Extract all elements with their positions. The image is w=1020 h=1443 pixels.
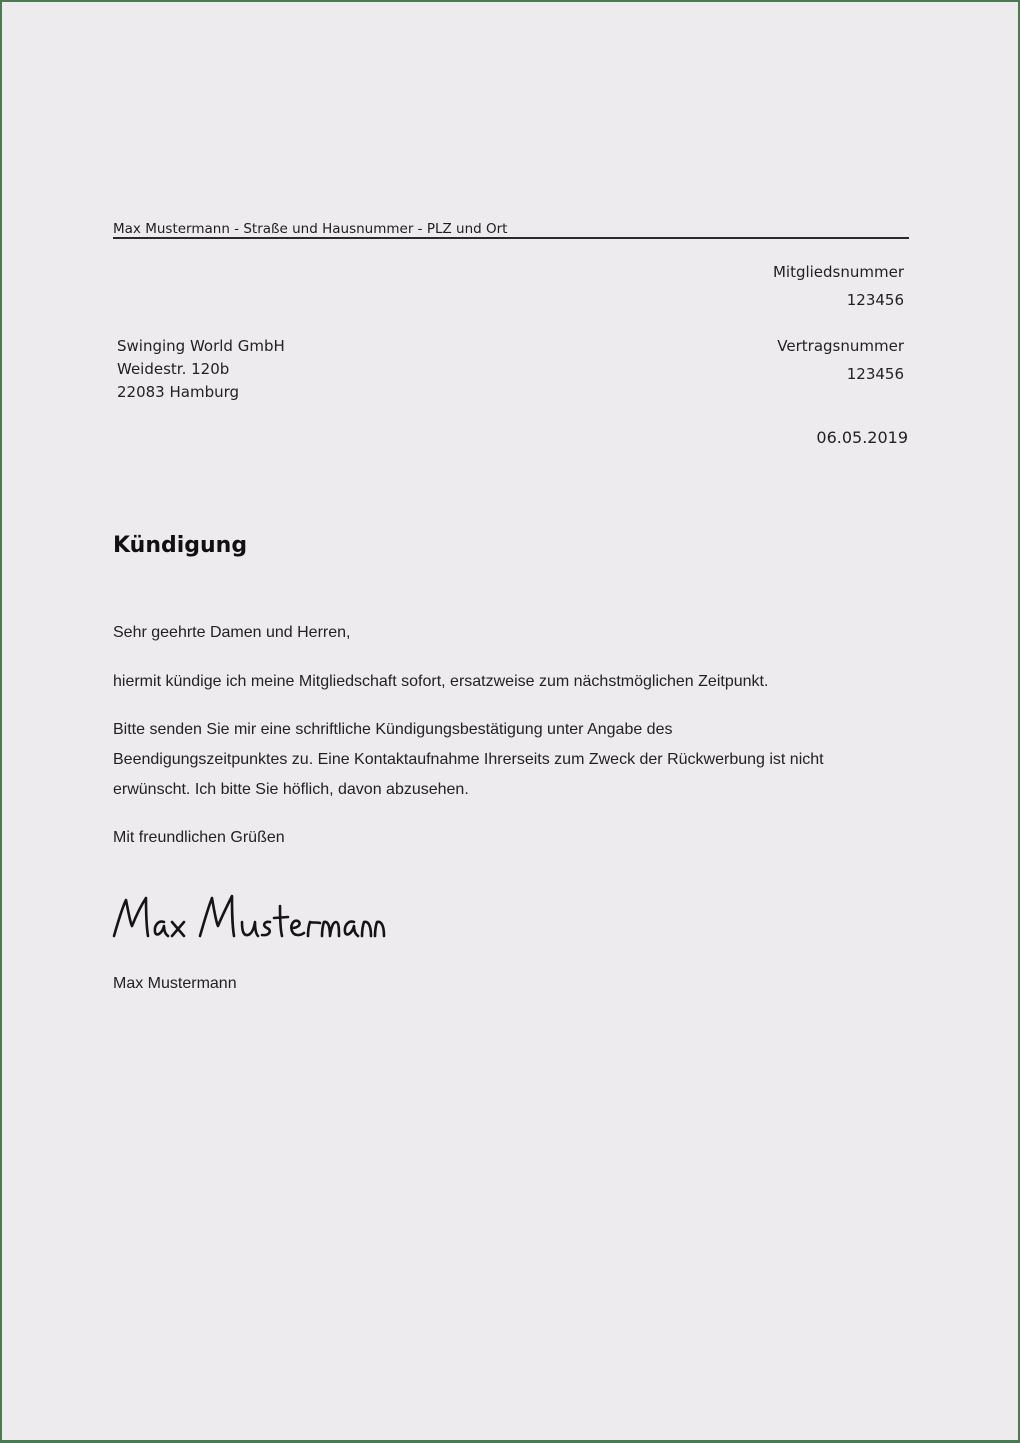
salutation: Sehr geehrte Damen und Herren,: [113, 624, 351, 641]
paragraph-2-line: erwünscht. Ich bitte Sie höflich, davon abzusehen.: [113, 781, 469, 798]
printed-name: Max Mustermann: [113, 975, 237, 992]
contract-number-value: 123456: [846, 365, 904, 383]
recipient-street: Weidestr. 120b: [117, 360, 230, 378]
letter-date: 06.05.2019: [816, 428, 908, 447]
paragraph-2-line: Beendigungszeitpunktes zu. Eine Kontaktaufnahme Ihrerseits zum Zweck der Rückwerbung ist nicht: [113, 751, 824, 768]
sender-divider: [113, 237, 909, 239]
member-number-value: 123456: [846, 291, 904, 309]
closing: Mit freundlichen Grüßen: [113, 829, 285, 846]
sender-address-line: Max Mustermann - Straße und Hausnummer - PLZ und Ort: [113, 221, 508, 237]
contract-number-label: Vertragsnummer: [777, 337, 904, 355]
letter-page: [2, 2, 1018, 1440]
signature-icon: [110, 892, 390, 947]
recipient-city: 22083 Hamburg: [117, 383, 240, 401]
recipient-address: [117, 335, 285, 404]
recipient-company: Swinging World GmbH: [117, 337, 285, 355]
paragraph-2: [113, 715, 824, 805]
handwritten-signature: [110, 892, 390, 951]
paragraph-1: hiermit kündige ich meine Mitgliedschaft sofort, ersatzweise zum nächstmöglichen Zeitpunkt.: [113, 673, 769, 690]
paragraph-2-line: Bitte senden Sie mir eine schriftliche Kündigungsbestätigung unter Angabe des: [113, 721, 673, 738]
member-number-label: Mitgliedsnummer: [772, 263, 904, 281]
letter-subject: Kündigung: [113, 533, 248, 558]
